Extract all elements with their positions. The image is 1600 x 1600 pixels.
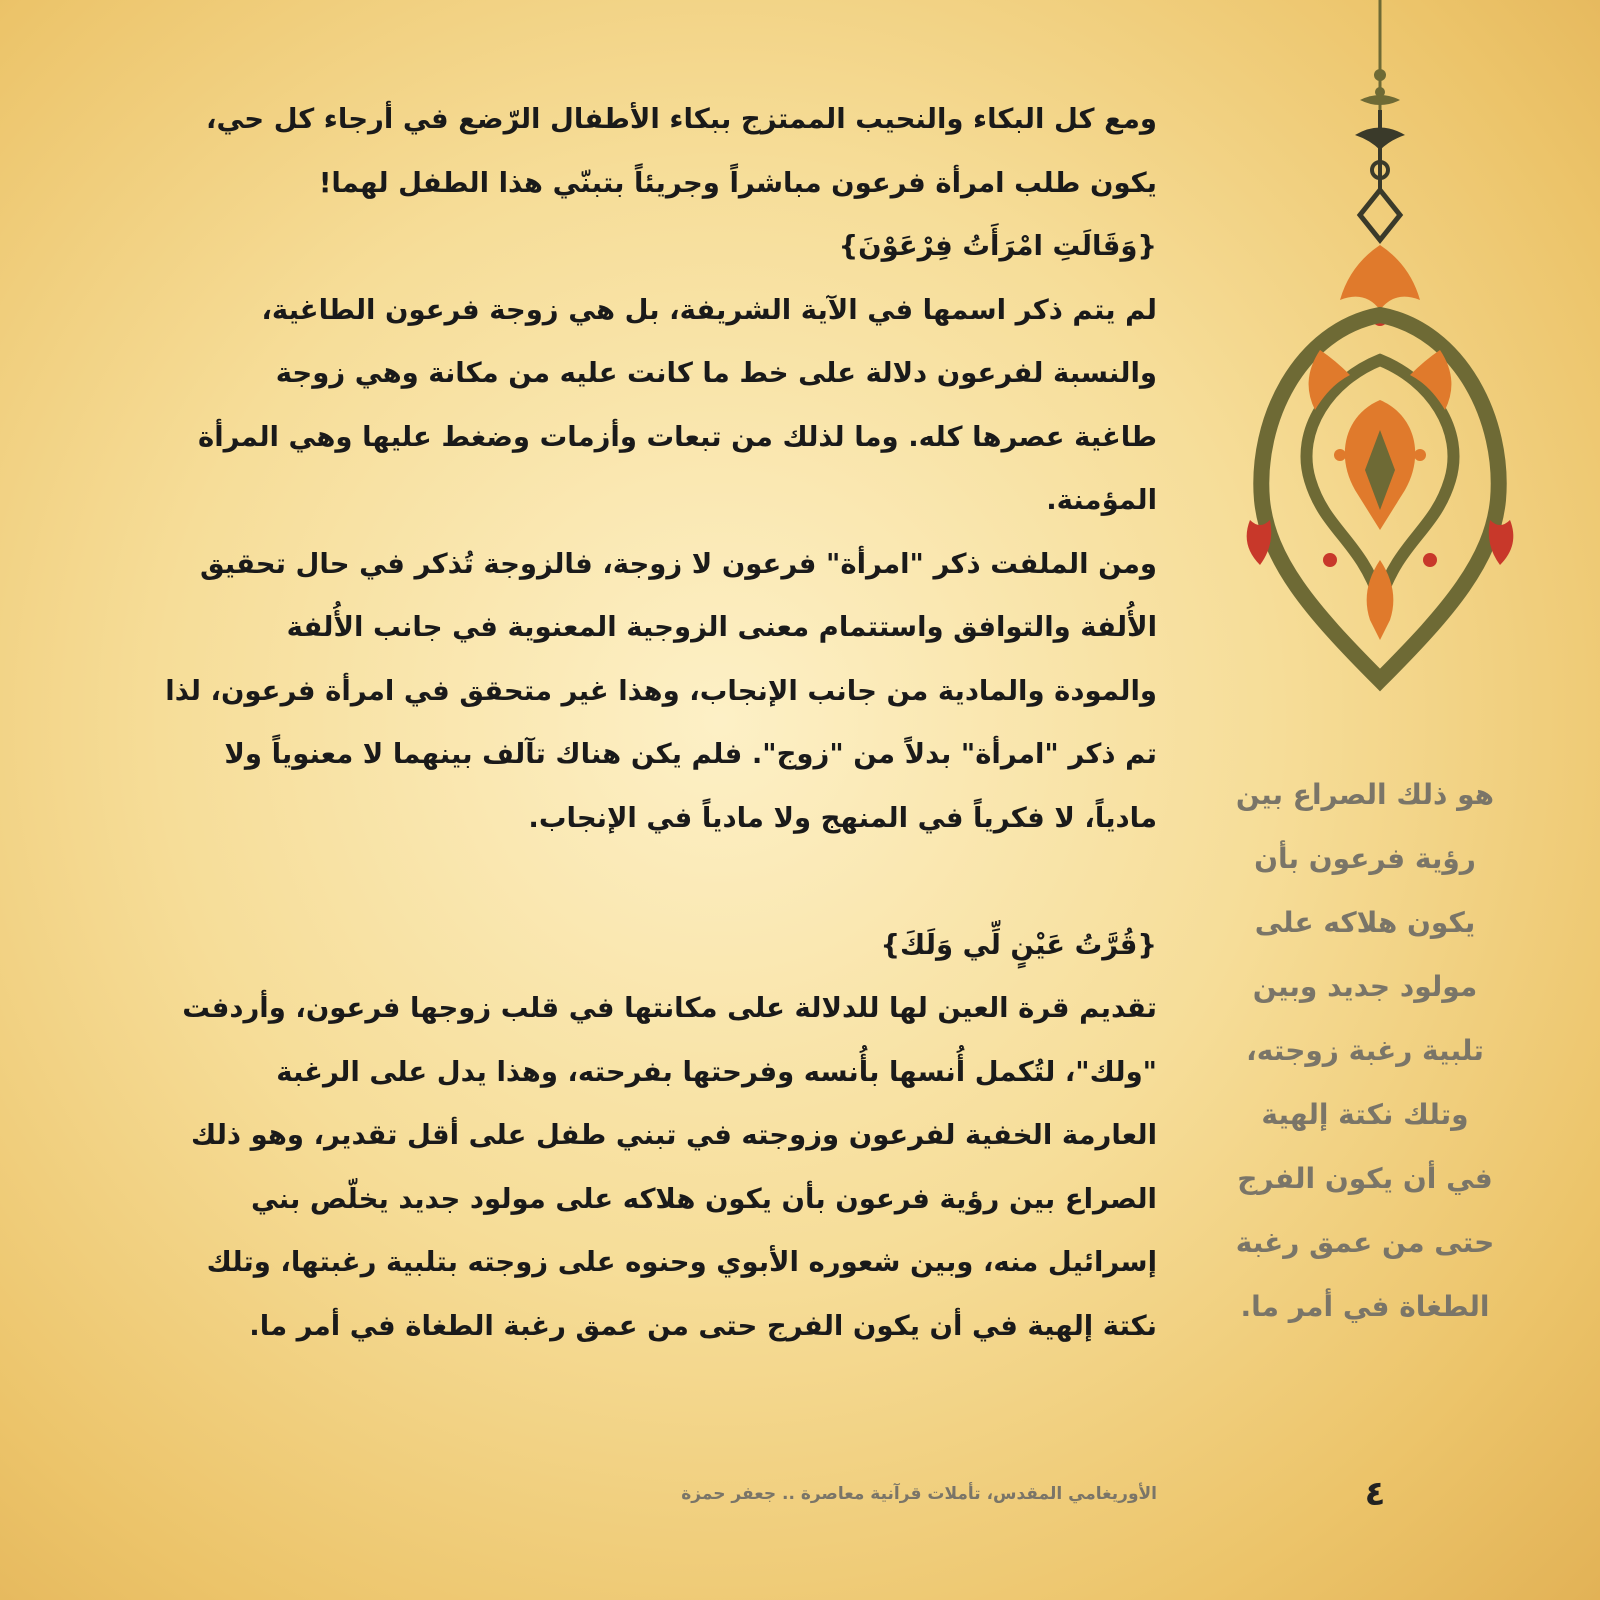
text-line: يكون طلب امرأة فرعون مباشراً وجريئاً بتبنّي هذا الطفل لهما! xyxy=(318,166,1157,199)
pull-quote-line: يكون هلاكه على xyxy=(1254,906,1476,939)
page-number: ٤ xyxy=(1364,1474,1386,1514)
paragraph-gap xyxy=(115,850,1157,914)
pull-quote-line: في أن يكون الفرج xyxy=(1237,1162,1493,1195)
footer-book-title: الأوريغامي المقدس، تأملات قرآنية معاصرة .. جعفر حمزة xyxy=(681,1484,1157,1504)
text-line: لم يتم ذكر اسمها في الآية الشريفة، بل هي زوجة فرعون الطاغية، xyxy=(261,293,1157,326)
text-line: ومن الملفت ذكر "امرأة" فرعون لا زوجة، فالزوجة تُذكر في حال تحقيق xyxy=(200,547,1157,580)
text-line: ومع كل البكاء والنحيب الممتزج ببكاء الأطفال الرّضع في أرجاء كل حي، xyxy=(206,103,1157,135)
pull-quote-line: حتى من عمق رغبة xyxy=(1235,1226,1495,1259)
hanging-lantern-ornament-icon xyxy=(1230,0,1530,700)
text-line: الصراع بين رؤية فرعون بأن يكون هلاكه على مولود جديد يخلّص بني xyxy=(250,1182,1157,1215)
text-line: الأُلفة والتوافق واستتمام معنى الزوجية المعنوية في جانب الأُلفة xyxy=(286,611,1157,643)
text-line: طاغية عصرها كله. وما لذلك من تبعات وأزمات وضغط عليها وهي المرأة xyxy=(198,420,1157,453)
quran-verse-line: {وَقَالَتِ امْرَأَتُ فِرْعَوْنَ} xyxy=(838,230,1157,262)
main-text-column xyxy=(115,88,1157,1358)
pull-quote-line: رؤية فرعون بأن xyxy=(1254,842,1476,875)
text-line: تم ذكر "امرأة" بدلاً من "زوج". فلم يكن هناك تآلف بينهما لا معنوياً ولا xyxy=(224,738,1157,770)
pull-quote-line: تلبية رغبة زوجته، xyxy=(1246,1034,1484,1067)
text-line: نكتة إلهية في أن يكون الفرج حتى من عمق رغبة الطغاة في أمر ما. xyxy=(249,1309,1157,1342)
pull-quote-line: مولود جديد وبين xyxy=(1252,970,1478,1003)
text-line: والنسبة لفرعون دلالة على خط ما كانت عليه من مكانة وهي زوجة xyxy=(275,357,1157,389)
pull-quote-line: وتلك نكتة إلهية xyxy=(1261,1098,1469,1131)
text-line: "ولك"، لتُكمل أُنسها بأُنسه وفرحتها بفرحته، وهذا يدل على الرغبة xyxy=(276,1055,1157,1088)
pull-quote-line: هو ذلك الصراع بين xyxy=(1235,778,1495,811)
pull-quote xyxy=(1225,763,1505,1339)
text-line: العارمة الخفية لفرعون وزوجته في تبني طفل على أقل تقدير، وهو ذلك xyxy=(191,1119,1157,1151)
quran-verse-line: {قُرَّتُ عَيْنٍ لِّي وَلَكَ} xyxy=(880,928,1157,961)
text-line: تقديم قرة العين لها للدلالة على مكانتها في قلب زوجها فرعون، وأردفت xyxy=(182,992,1157,1024)
text-line: المؤمنة. xyxy=(1046,484,1157,516)
text-line: مادياً، لا فكرياً في المنهج ولا مادياً في الإنجاب. xyxy=(528,801,1157,834)
text-line: إسرائيل منه، وبين شعوره الأبوي وحنوه على زوجته بتلبية رغبتها، وتلك xyxy=(206,1246,1157,1278)
text-line: والمودة والمادية من جانب الإنجاب، وهذا غير متحقق في امرأة فرعون، لذا xyxy=(165,674,1157,707)
pull-quote-line: الطغاة في أمر ما. xyxy=(1240,1290,1490,1323)
